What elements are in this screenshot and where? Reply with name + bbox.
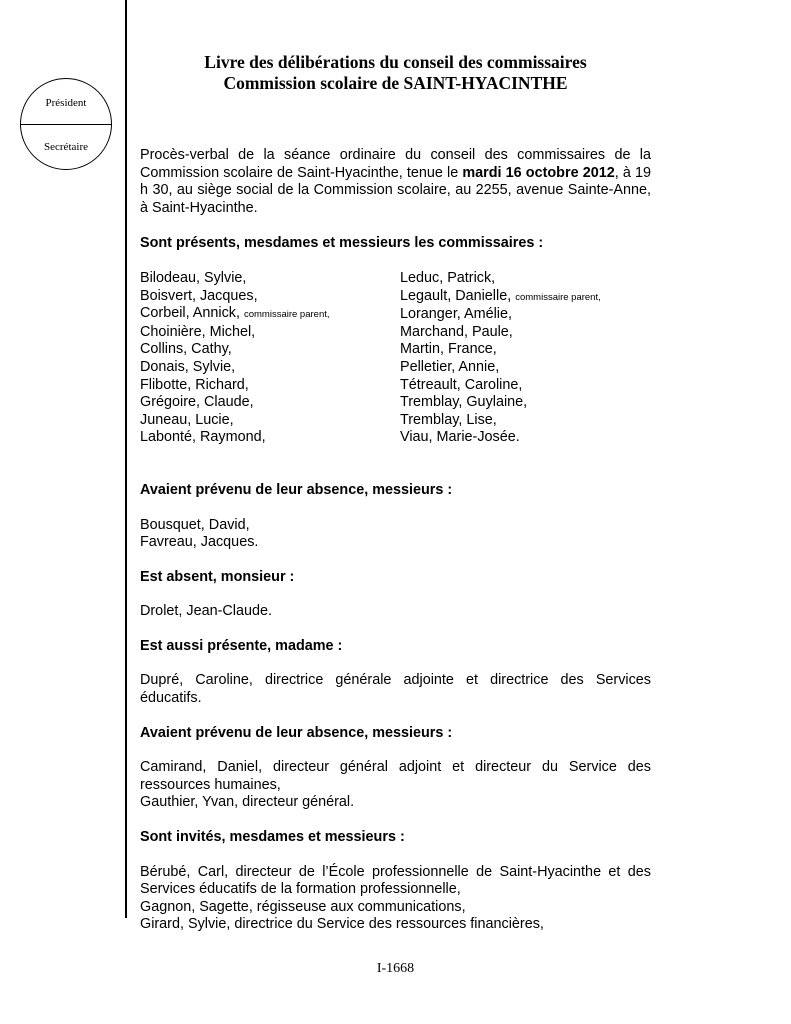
present-list (140, 270, 651, 447)
commissioner-entry (140, 412, 400, 430)
commissioner-name: Juneau, Lucie, (140, 411, 234, 428)
list-item: Gagnon, Sagette, régisseuse aux communications, (140, 898, 466, 915)
header-subtitle: Commission scolaire de SAINT-HYACINTHE (223, 73, 568, 93)
intro-paragraph (140, 147, 651, 217)
commissioner-entry (400, 306, 651, 324)
commissioner-name: Legault, Danielle, (400, 287, 512, 304)
commissioner-entry (140, 324, 400, 342)
list-item: Gauthier, Yvan, directeur général. (140, 794, 355, 811)
commissioner-entry (140, 429, 400, 447)
commissioner-name: Tétreault, Caroline, (400, 376, 523, 393)
page-number: I-1668 (376, 961, 415, 976)
commissioner-entry (400, 270, 651, 288)
commissioner-entry (400, 412, 651, 430)
commissioner-name: Bilodeau, Sylvie, (140, 269, 247, 286)
commissioner-name: Labonté, Raymond, (140, 429, 266, 446)
commissioner-entry (140, 394, 400, 412)
commissioner-entry (140, 377, 400, 395)
list-item: Drolet, Jean-Claude. (140, 603, 272, 620)
list-item: Camirand, Daniel, directeur général adjoint et directeur du Service des ressources humaines, (140, 759, 651, 793)
commissioner-role-note: commissaire parent, (243, 309, 330, 321)
document-header (140, 52, 651, 94)
commissioner-name: Choinière, Michel, (140, 323, 256, 340)
commissioner-entry (400, 324, 651, 342)
commissioner-role-note: commissaire parent, (515, 291, 601, 303)
secretary-label: Secrétaire (44, 141, 88, 153)
present-list-left (140, 270, 400, 447)
commissioner-name: Donais, Sylvie, (140, 358, 236, 375)
present-list-right (400, 270, 651, 447)
list-item: Bousquet, David, (140, 516, 250, 533)
absent-notice-heading-1: Avaient prévenu de leur absence, messieurs : (140, 481, 453, 498)
absent-notice-list-1 (140, 517, 651, 552)
commissioner-entry (140, 359, 400, 377)
commissioner-entry (140, 270, 400, 288)
list-item: Bérubé, Carl, directeur de l’École professionnelle de Saint-Hyacinthe et des Services éducatifs de la formation professionnelle, (140, 863, 651, 898)
intro-text-end: , à 19 h 30, au siège social de la Commission scolaire, au 2255, avenue Sainte-Anne, à Saint-Hyacinthe. (140, 164, 651, 216)
also-present-heading: Est aussi présente, madame : (140, 637, 343, 654)
commissioner-entry (400, 288, 651, 307)
commissioner-name: Flibotte, Richard, (140, 376, 249, 393)
commissioner-name: Tremblay, Lise, (400, 411, 497, 428)
list-item: Favreau, Jacques. (140, 534, 259, 551)
minutes-body (140, 147, 651, 934)
list-item: Dupré, Caroline, directrice générale adjointe et directrice des Services éducatifs. (140, 672, 651, 707)
invited-list (140, 864, 651, 934)
commissioner-name: Marchand, Paule, (400, 323, 513, 340)
signature-seal (20, 78, 112, 170)
absent-heading: Est absent, monsieur : (140, 568, 295, 585)
commissioner-name: Viau, Marie-Josée. (400, 429, 520, 446)
list-item: Girard, Sylvie, directrice du Service des ressources financières, (140, 916, 544, 933)
commissioner-entry (400, 377, 651, 395)
margin-rule (125, 0, 127, 918)
invited-heading: Sont invités, mesdames et messieurs : (140, 829, 405, 846)
absent-notice-list-2 (140, 759, 651, 812)
commissioner-entry (400, 429, 651, 447)
commissioner-entry (140, 341, 400, 359)
commissioner-name: Pelletier, Annie, (400, 358, 500, 375)
commissioner-name: Tremblay, Guylaine, (400, 394, 528, 411)
header-title: Livre des délibérations du conseil des commissaires (204, 52, 587, 72)
commissioner-name: Corbeil, Annick, (140, 305, 240, 322)
commissioner-entry (400, 394, 651, 412)
commissioner-entry (400, 341, 651, 359)
intro-text-start: Procès-verbal de la séance ordinaire du conseil des commissaires de la Commission scolaire de Saint-Hyacinthe, tenue le (140, 147, 651, 181)
president-label: Président (45, 97, 87, 109)
commissioner-entry (400, 359, 651, 377)
commissioner-name: Boisvert, Jacques, (140, 287, 258, 304)
commissioner-name: Grégoire, Claude, (140, 394, 254, 411)
commissioner-entry (140, 288, 400, 306)
commissioner-name: Martin, France, (400, 341, 497, 358)
commissioner-name: Collins, Cathy, (140, 341, 232, 358)
absent-notice-heading-2: Avaient prévenu de leur absence, messieurs : (140, 724, 453, 741)
meeting-date: mardi 16 octobre 2012 (462, 164, 615, 181)
commissioner-name: Loranger, Amélie, (400, 306, 512, 323)
seal-divider (21, 124, 111, 125)
commissioner-name: Leduc, Patrick, (400, 269, 496, 286)
present-heading: Sont présents, mesdames et messieurs les commissaires : (140, 235, 544, 252)
commissioner-entry (140, 305, 400, 324)
